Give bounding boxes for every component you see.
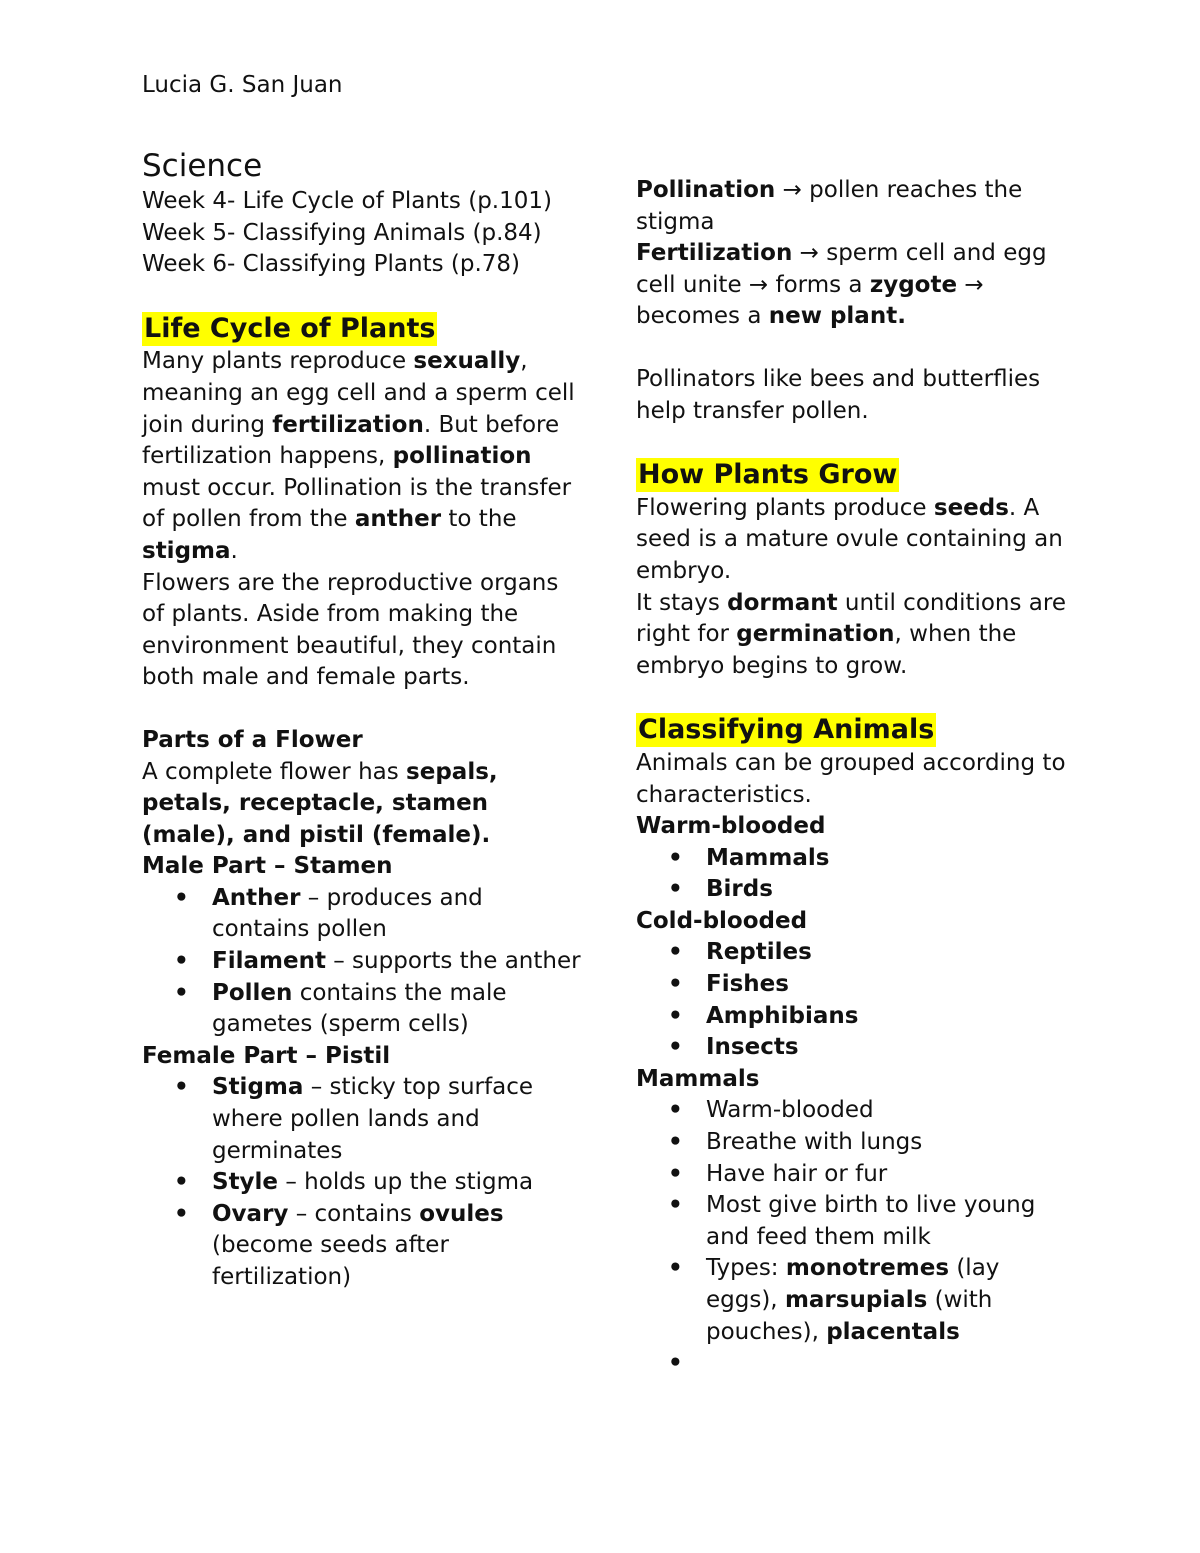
parts-intro: A complete flower has sepals, petals, receptacle, stamen (male), and pistil (female). (142, 758, 498, 848)
animals-heading-highlight: Classifying Animals (638, 714, 935, 746)
list-item: • Amphibians (706, 1001, 1076, 1033)
dormant-paragraph: It stays dormant until conditions are right for germination, when the embryo begins to grow. (636, 589, 1066, 679)
list-item: • Warm-blooded (706, 1095, 1076, 1127)
right-column (636, 175, 1076, 1380)
list-item: • Ovary – contains ovules (become seeds after fertilization) (212, 1199, 582, 1294)
flowers-paragraph: Flowers are the reproductive organs of plants. Aside from making the environment beautiful, they contain both male and female parts. (142, 569, 559, 691)
mammals-list (636, 1095, 1076, 1379)
author-name: Lucia G. San Juan (142, 72, 343, 98)
week-line: Week 5- Classifying Animals (p.84) (142, 219, 542, 246)
animals-intro: Animals can be grouped according to characteristics. (636, 749, 1066, 808)
pollination-line: Pollination → pollen reaches the stigma (636, 177, 1023, 235)
warm-blooded-list (636, 843, 1076, 906)
mammals-heading: Mammals (636, 1065, 760, 1092)
list-item-empty (706, 1348, 1076, 1380)
female-part-list (142, 1072, 582, 1293)
warm-blooded-heading: Warm-blooded (636, 813, 826, 840)
life-cycle-heading (142, 312, 582, 347)
list-item: • Style – holds up the stigma (212, 1167, 582, 1199)
life-cycle-heading-highlight: Life Cycle of Plants (144, 312, 436, 344)
life-cycle-paragraph: Many plants reproduce sexually, meaning an egg cell and a sperm cell join during fertilization. But before fertilization happens, pollination must occur. Pollination is the transfer of pollen from the anther to the stigma. (142, 348, 575, 564)
left-column (142, 146, 582, 1294)
grow-paragraph: Flowering plants produce seeds. A seed is a mature ovule containing an embryo. (636, 494, 1063, 584)
list-item: • Fishes (706, 969, 1076, 1001)
list-item: • Breathe with lungs (706, 1127, 1076, 1159)
list-item: • Have hair or fur (706, 1159, 1076, 1191)
list-item: • Anther – produces and contains pollen (212, 883, 582, 946)
list-item: • Pollen contains the male gametes (sperm cells) (212, 978, 582, 1041)
list-item: • Types: monotremes (lay eggs), marsupials (with pouches), placentals (706, 1253, 1076, 1348)
list-item: • Filament – supports the anther (212, 946, 582, 978)
week-line: Week 6- Classifying Plants (p.78) (142, 251, 521, 278)
list-item: • Stigma – sticky top surface where pollen lands and germinates (212, 1072, 582, 1167)
list-item: • Insects (706, 1032, 1076, 1064)
male-part-heading: Male Part – Stamen (142, 853, 393, 880)
list-item: • Reptiles (706, 937, 1076, 969)
animals-heading (636, 713, 1076, 748)
subject-title: Science (142, 148, 263, 184)
pollinators-paragraph: Pollinators like bees and butterflies help transfer pollen. (636, 365, 1041, 424)
list-item: • Most give birth to live young and feed them milk (706, 1190, 1076, 1253)
grow-heading-highlight: How Plants Grow (638, 459, 898, 491)
female-part-heading: Female Part – Pistil (142, 1042, 391, 1069)
week-line: Week 4- Life Cycle of Plants (p.101) (142, 188, 552, 214)
list-item: • Birds (706, 874, 1076, 906)
list-item: • Mammals (706, 843, 1076, 875)
cold-blooded-list (636, 937, 1076, 1063)
fertilization-line: Fertilization → sperm cell and egg cell unite → forms a zygote → becomes a new plant. (636, 240, 1047, 330)
grow-heading (636, 458, 1076, 493)
male-part-list (142, 883, 582, 1041)
parts-heading: Parts of a Flower (142, 726, 363, 753)
cold-blooded-heading: Cold-blooded (636, 907, 808, 934)
